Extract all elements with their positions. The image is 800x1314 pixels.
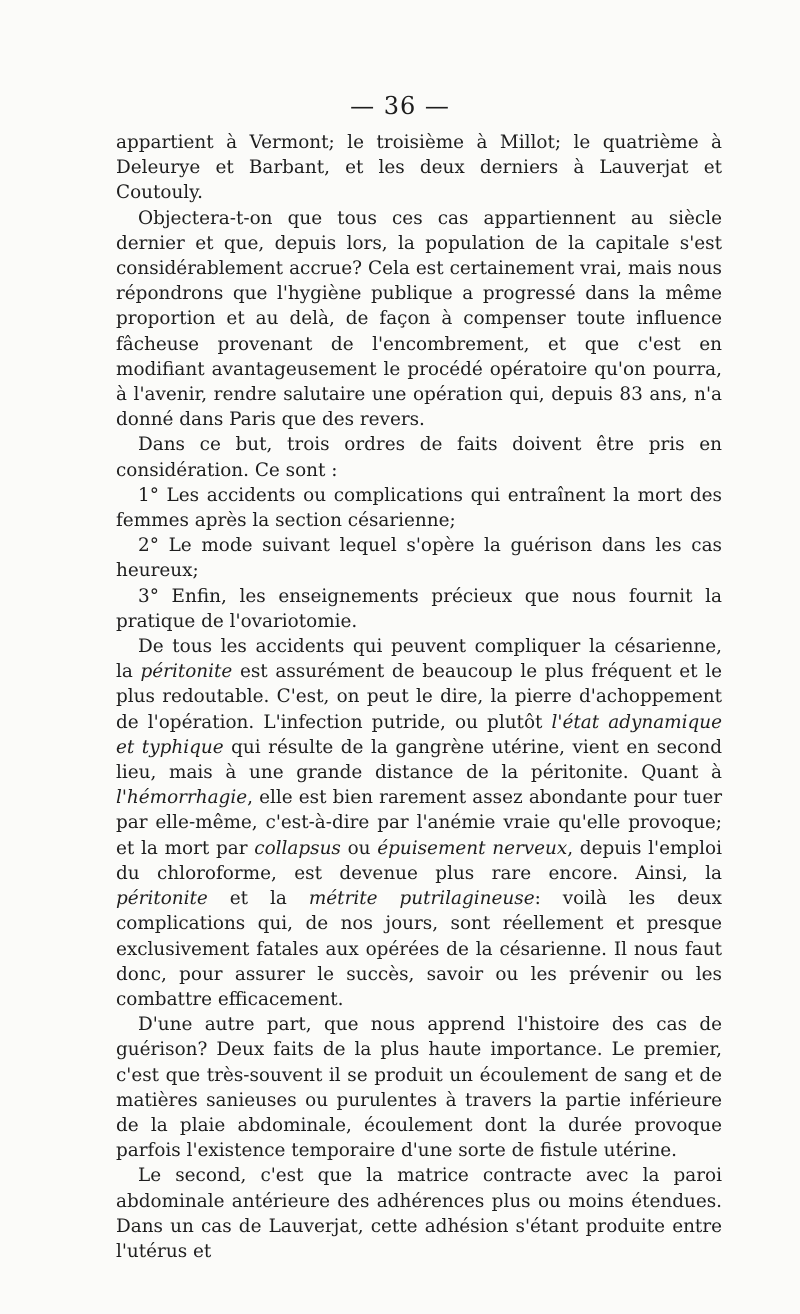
- text-run: 1° Les accidents ou complications qui entraînent la mort des femmes après la section césarienne;: [116, 484, 722, 532]
- paragraph: [116, 206, 722, 433]
- text-run: est assurément de beaucoup le plus fréquent et le plus redoutable. C'est, on peut le dire, la pierre d'achoppement de l'opération. L'infection putride, ou plutôt: [116, 661, 722, 733]
- paragraph: [116, 1163, 722, 1264]
- italic-text: l'état adynamique et typhique: [116, 711, 723, 758]
- paragraph: [116, 634, 722, 1012]
- italic-text: péritonite: [116, 888, 208, 910]
- text-run: Dans ce but, trois ordres de faits doivent être pris en considération. Ce sont :: [116, 434, 722, 481]
- italic-text: l'hémorrhagie: [116, 787, 248, 809]
- text-run: : voilà les deux complications qui, de nos jours, sont réellement et presque exclusivement fatales aux opérées de la césarienne. Il nous faut donc, pour assurer le succès, savoir ou les prévenir ou les combattre efficacement.: [116, 888, 722, 1010]
- text-run: Le second, c'est que la matrice contracte avec la paroi abdominale antérieure des adhérences plus ou moins étendues. Dans un cas de Lauverjat, cette adhésion s'étant produite entre l'utérus et: [116, 1165, 722, 1262]
- paragraph: [116, 130, 722, 206]
- paragraph: [116, 1012, 722, 1163]
- italic-text: péritonite: [140, 661, 233, 683]
- text-run: , elle est bien rarement assez abondante pour tuer par elle-même, c'est-à-dire par l'anémie vraie qu'elle provoque; et la mort par: [116, 787, 722, 859]
- text-run: qui résulte de la gangrène utérine, vient en second lieu, mais à une grande distance de la péritonite. Quant à: [116, 736, 723, 784]
- text-run: appartient à Vermont; le troisième à Millot; le quatrième à Deleurye et Barbant, et les deux derniers à Lauverjat et Coutouly.: [116, 132, 722, 204]
- text-run: De tous les accidents qui peuvent compliquer la césarienne, la: [116, 636, 722, 683]
- paragraph: [116, 584, 722, 634]
- page-number: — 36 —: [350, 92, 450, 120]
- italic-text: épuisement nerveux: [377, 837, 568, 859]
- body-text: [116, 130, 722, 1264]
- paragraph: [116, 483, 722, 533]
- paragraph: [116, 533, 722, 583]
- text-run: et la: [207, 888, 309, 910]
- text-run: , depuis l'emploi du chloroforme, est devenue plus rare encore. Ainsi, la: [116, 837, 722, 884]
- text-run: ou: [340, 837, 378, 859]
- text-run: D'une autre part, que nous apprend l'histoire des cas de guérison? Deux faits de la plus haute importance. Le premier, c'est que très-souvent il se produit un écoulement de sang et de matières sanieuses ou purulentes à travers la partie inférieure de la plaie abdominale, écoulement dont la durée provoque parfois l'existence temporaire d'une sorte de fistule utérine.: [116, 1014, 722, 1162]
- text-run: 3° Enfin, les enseignements précieux que nous fournit la pratique de l'ovariotomie.: [116, 585, 722, 632]
- text-run: 2° Le mode suivant lequel s'opère la guérison dans les cas heureux;: [116, 535, 722, 582]
- text-run: Objectera-t-on que tous ces cas appartiennent au siècle dernier et que, depuis lors, la population de la capitale s'est considérablement accrue? Cela est certainement vrai, mais nous répondrons que l'hygiène publique a progressé dans la même proportion et au delà, de façon à compenser toute influence fâcheuse provenant de l'encombrement, et que c'est en modifiant avantageusement le procédé opératoire qu'on pourra, à l'avenir, rendre salutaire une opération qui, depuis 83 ans, n'a donné dans Paris que des revers.: [116, 207, 722, 431]
- italic-text: métrite putrilagineuse: [308, 888, 535, 910]
- italic-text: collapsus: [254, 837, 341, 859]
- paragraph: [116, 432, 722, 482]
